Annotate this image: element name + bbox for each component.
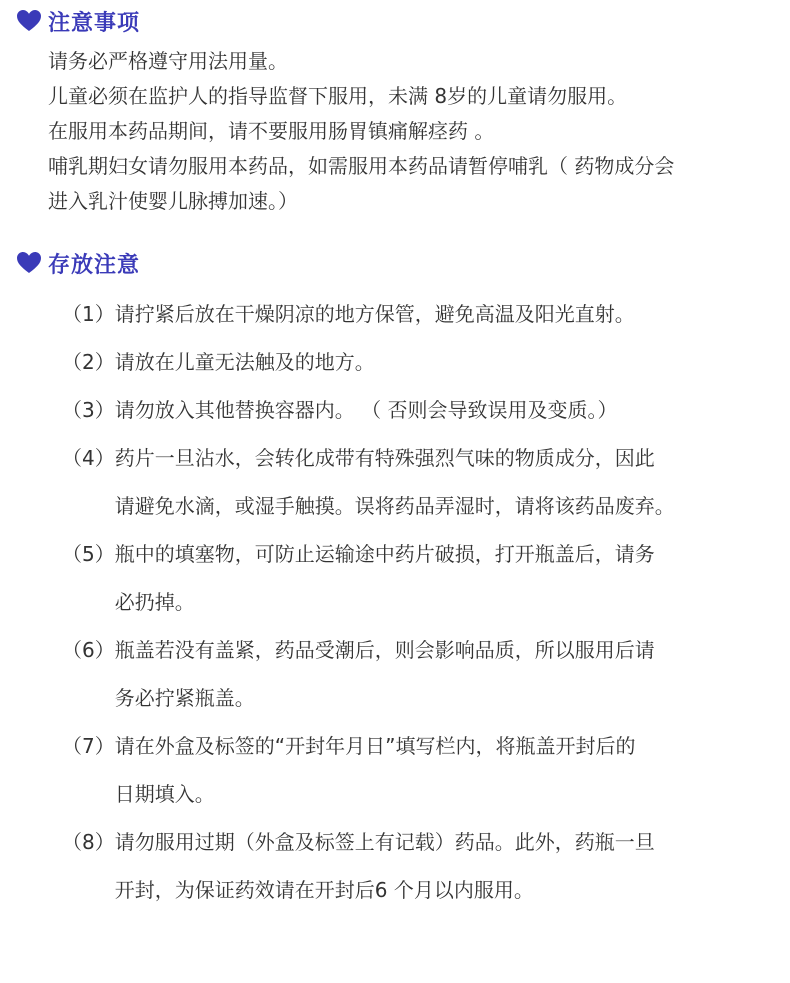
item-text: 日期填入。 [114, 782, 215, 806]
item-text: 必扔掉。 [114, 590, 195, 614]
heart-icon [16, 9, 42, 33]
cautions-title: 注意事项 [48, 10, 141, 36]
item-text: 药片一旦沾水，会转化成带有特殊强烈气味的物质成分，因此 [114, 446, 655, 470]
list-item [62, 722, 782, 818]
storage-header [16, 248, 140, 278]
list-item [62, 530, 782, 626]
list-item [62, 338, 782, 386]
item-number: （6） [62, 638, 115, 662]
heart-icon [16, 251, 42, 275]
storage-title: 存放注意 [48, 252, 141, 278]
cautions-header [16, 6, 140, 36]
item-number: （2） [62, 350, 115, 374]
caution-line: 哺乳期妇女请勿服用本药品，如需服用本药品请暂停哺乳（ 药物成分会 [48, 154, 675, 178]
item-text: 请避免水滴，或湿手触摸。误将药品弄湿时，请将该药品废弃。 [114, 494, 675, 518]
item-text: 请放在儿童无法触及的地方。 [114, 350, 375, 374]
item-number: （5） [62, 542, 115, 566]
item-text: 请拧紧后放在干燥阴凉的地方保管，避免高温及阳光直射。 [114, 302, 635, 326]
caution-line: 在服用本药品期间，请不要服用肠胃镇痛解痉药 。 [48, 119, 495, 143]
list-item [62, 290, 782, 338]
caution-line: 儿童必须在监护人的指导监督下服用，未满 8岁的儿童请勿服用。 [48, 84, 628, 108]
item-text: 瓶中的填塞物，可防止运输途中药片破损，打开瓶盖后，请务 [114, 542, 655, 566]
list-item [62, 818, 782, 914]
item-number: （3） [62, 398, 115, 422]
cautions-text [48, 44, 778, 219]
item-text: 务必拧紧瓶盖。 [114, 686, 255, 710]
list-item [62, 626, 782, 722]
item-number: （7） [62, 734, 115, 758]
item-text: 开封，为保证药效请在开封后6 个月以内服用。 [114, 878, 534, 902]
list-item [62, 434, 782, 530]
caution-line: 请务必严格遵守用法用量。 [48, 49, 288, 73]
item-text: 请在外盒及标签的“开封年月日”填写栏内，将瓶盖开封后的 [114, 734, 636, 758]
storage-list [62, 290, 782, 914]
item-text: 瓶盖若没有盖紧，药品受潮后，则会影响品质，所以服用后请 [114, 638, 655, 662]
item-number: （1） [62, 302, 115, 326]
item-text: 请勿放入其他替换容器内。 （ 否则会导致误用及变质。） [114, 398, 618, 422]
caution-line: 进入乳汁使婴儿脉搏加速。） [48, 189, 298, 213]
item-text: 请勿服用过期（外盒及标签上有记载）药品。此外，药瓶一旦 [114, 830, 655, 854]
item-number: （8） [62, 830, 115, 854]
list-item [62, 386, 782, 434]
item-number: （4） [62, 446, 115, 470]
